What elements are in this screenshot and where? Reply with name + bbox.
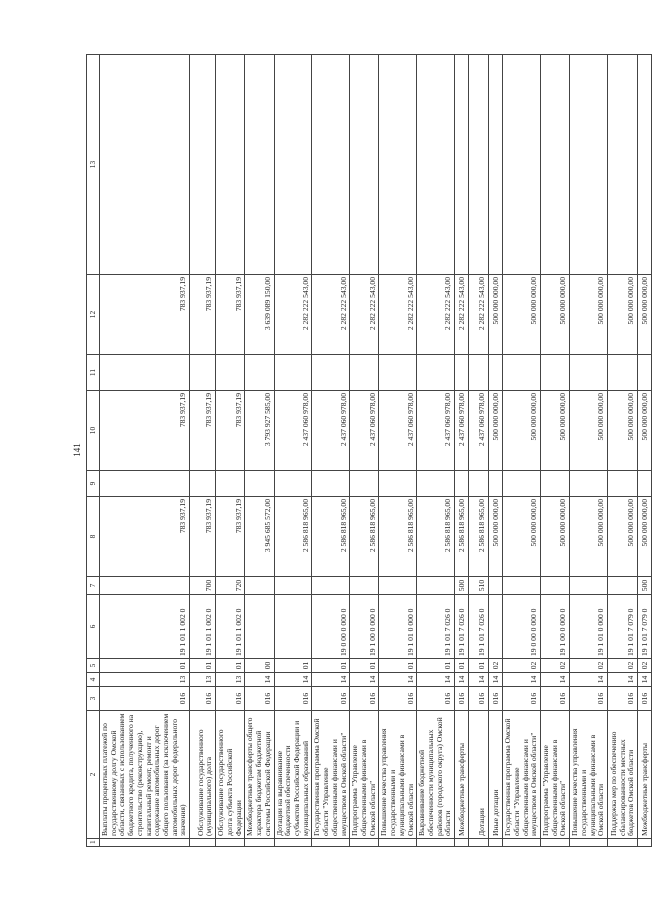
table-cell xyxy=(216,355,245,391)
table-cell: 500 000 000,00 xyxy=(541,391,570,471)
table-cell xyxy=(417,577,455,595)
table-cell xyxy=(274,577,312,595)
table-cell: 02 xyxy=(638,659,652,673)
column-header: 5 xyxy=(87,659,100,673)
table-row xyxy=(190,55,216,847)
table-cell xyxy=(503,577,541,595)
table-cell: 016 xyxy=(570,687,608,711)
table-cell: 19 1 00 0 000 0 xyxy=(541,595,570,659)
column-header: 3 xyxy=(87,687,100,711)
table-cell: 19 1 01 7 026 0 xyxy=(417,595,455,659)
table-cell xyxy=(608,55,638,275)
table-cell: 01 xyxy=(100,659,190,673)
table-row xyxy=(100,55,190,847)
table-cell: 500 000 000,00 xyxy=(638,275,652,355)
table-cell xyxy=(100,577,190,595)
table-cell xyxy=(245,577,274,595)
table-cell: 01 xyxy=(216,659,245,673)
table-cell: Обслуживание государственного (муниципального) долга xyxy=(190,711,216,839)
table-cell xyxy=(312,839,350,847)
table-cell: 02 xyxy=(608,659,638,673)
table-cell xyxy=(638,55,652,275)
table-cell xyxy=(489,355,503,391)
table-cell: 2 282 222 543,00 xyxy=(274,275,312,355)
table-cell: 2 586 818 965,00 xyxy=(417,497,455,577)
table-cell: 02 xyxy=(489,659,503,673)
table-cell: 016 xyxy=(312,687,350,711)
table-cell: 783 937,19 xyxy=(190,497,216,577)
table-row xyxy=(379,55,417,847)
table-cell: 500 000 000,00 xyxy=(608,497,638,577)
table-cell xyxy=(245,55,274,275)
table-cell xyxy=(541,839,570,847)
table-cell xyxy=(350,577,379,595)
table-cell xyxy=(608,355,638,391)
table-row xyxy=(312,55,350,847)
table-cell xyxy=(100,471,190,497)
table-cell: 13 xyxy=(190,673,216,687)
column-header: 6 xyxy=(87,595,100,659)
table-cell: 783 937,19 xyxy=(100,391,190,471)
table-cell: 19 1 00 0 000 0 xyxy=(350,595,379,659)
table-cell: Государственная программа Омской области "Управление общественными финансами и имуществом в Омской области" xyxy=(312,711,350,839)
table-cell xyxy=(541,355,570,391)
table-cell: 2 282 222 543,00 xyxy=(455,275,469,355)
table-cell xyxy=(274,355,312,391)
table-cell: Межбюджетные трансферты xyxy=(638,711,652,839)
table-cell: 016 xyxy=(379,687,417,711)
column-header: 2 xyxy=(87,711,100,839)
table-cell: 19 1 01 0 000 0 xyxy=(379,595,417,659)
table-cell xyxy=(379,839,417,847)
table-cell: 01 xyxy=(455,659,469,673)
table-cell: 783 937,19 xyxy=(190,275,216,355)
table-cell: Межбюджетные трансферты общего характера бюджетам бюджетной системы Российской Федерации xyxy=(245,711,274,839)
table-cell: 19 1 01 7 079 0 xyxy=(638,595,652,659)
table-row xyxy=(216,55,245,847)
table-cell: Повышение качества управления государственными и муниципальными финансами в Омской области xyxy=(379,711,417,839)
table-cell: 2 586 818 965,00 xyxy=(455,497,469,577)
table-cell: 2 586 818 965,00 xyxy=(312,497,350,577)
table-cell: 500 000 000,00 xyxy=(503,391,541,471)
table-cell xyxy=(455,55,469,275)
table-cell xyxy=(312,55,350,275)
table-cell xyxy=(274,839,312,847)
table-cell: 14 xyxy=(469,673,489,687)
table-cell: Повышение качества управления государственными и муниципальными финансами в Омской области xyxy=(570,711,608,839)
table-cell: 01 xyxy=(379,659,417,673)
table-cell: 500 000 000,00 xyxy=(570,391,608,471)
table-cell: 19 0 00 0 000 0 xyxy=(503,595,541,659)
table-cell: 01 xyxy=(190,659,216,673)
table-cell xyxy=(489,595,503,659)
table-cell: 510 xyxy=(469,577,489,595)
table-cell xyxy=(417,55,455,275)
table-cell: 016 xyxy=(489,687,503,711)
table-cell: 2 282 222 543,00 xyxy=(379,275,417,355)
table-cell xyxy=(570,355,608,391)
table-row xyxy=(455,55,469,847)
table-cell: 2 437 060 978,00 xyxy=(455,391,469,471)
column-header: 10 xyxy=(87,391,100,471)
table-row xyxy=(489,55,503,847)
table-cell xyxy=(417,839,455,847)
table-cell xyxy=(503,355,541,391)
table-cell xyxy=(541,577,570,595)
table-cell xyxy=(274,471,312,497)
table-row xyxy=(541,55,570,847)
table-cell: 14 xyxy=(274,673,312,687)
table-cell xyxy=(417,355,455,391)
table-cell: 016 xyxy=(608,687,638,711)
table-cell xyxy=(417,471,455,497)
table-cell xyxy=(469,355,489,391)
table-cell xyxy=(312,577,350,595)
table-cell: 14 xyxy=(455,673,469,687)
table-cell: 19 1 01 1 002 0 xyxy=(216,595,245,659)
table-cell: 14 xyxy=(350,673,379,687)
table-cell xyxy=(638,471,652,497)
table-cell: Обслуживание государственного долга субъекта Российской Федерации xyxy=(216,711,245,839)
table-cell xyxy=(570,55,608,275)
table-cell: 02 xyxy=(570,659,608,673)
table-cell: 3 945 685 572,00 xyxy=(245,497,274,577)
table-cell: 2 437 060 978,00 xyxy=(379,391,417,471)
table-cell: 02 xyxy=(541,659,570,673)
table-cell: 016 xyxy=(100,687,190,711)
table-cell xyxy=(245,355,274,391)
table-cell: 720 xyxy=(216,577,245,595)
table-cell xyxy=(379,55,417,275)
table-cell xyxy=(489,55,503,275)
table-cell xyxy=(216,471,245,497)
table-cell: 14 xyxy=(417,673,455,687)
table-cell: 2 437 060 978,00 xyxy=(417,391,455,471)
table-cell: 016 xyxy=(190,687,216,711)
table-cell: 500 000 000,00 xyxy=(541,497,570,577)
table-row xyxy=(638,55,652,847)
table-cell xyxy=(190,471,216,497)
table-cell: 500 000 000,00 xyxy=(489,391,503,471)
table-cell xyxy=(350,839,379,847)
table-cell xyxy=(100,355,190,391)
table-cell xyxy=(190,839,216,847)
table-cell: 19 1 01 7 079 0 xyxy=(608,595,638,659)
table-cell xyxy=(455,355,469,391)
table-cell: 2 586 818 965,00 xyxy=(350,497,379,577)
table-cell xyxy=(455,471,469,497)
table-cell: 016 xyxy=(541,687,570,711)
table-cell: 500 xyxy=(638,577,652,595)
table-cell: Выплаты процентных платежей по государственному долгу Омской области, связанных с использованием бюджетного кредита, полученного на строительство (реконструкцию), капитальный ремонт, ремонт и содержание автомобильных дорог общего пользования (за исключением автомобильных дорог федерального значения) xyxy=(100,711,190,839)
table-cell: 01 xyxy=(274,659,312,673)
table-cell xyxy=(216,55,245,275)
table-cell: 500 000 000,00 xyxy=(503,497,541,577)
table-cell xyxy=(489,471,503,497)
table-cell: 14 xyxy=(541,673,570,687)
table-row xyxy=(245,55,274,847)
table-cell: 00 xyxy=(245,659,274,673)
table-cell: 016 xyxy=(350,687,379,711)
table-cell: Поддержка мер по обеспечению сбалансированности местных бюджетов Омской области xyxy=(608,711,638,839)
table-cell: 783 937,19 xyxy=(216,497,245,577)
table-cell xyxy=(570,839,608,847)
table-cell: 14 xyxy=(245,673,274,687)
table-cell xyxy=(489,839,503,847)
table-cell: 19 1 01 1 002 0 xyxy=(100,595,190,659)
table-cell: 500 000 000,00 xyxy=(570,497,608,577)
table-cell: Дотации xyxy=(469,711,489,839)
table-cell xyxy=(541,55,570,275)
table-cell: Подпрограмма "Управление общественными финансами в Омской области" xyxy=(541,711,570,839)
table-cell xyxy=(469,55,489,275)
table-cell xyxy=(570,577,608,595)
table-cell xyxy=(608,839,638,847)
table-cell xyxy=(455,839,469,847)
table-cell: 500 000 000,00 xyxy=(608,275,638,355)
table-cell xyxy=(503,471,541,497)
table-cell: 3 639 089 150,00 xyxy=(245,275,274,355)
table-cell xyxy=(379,577,417,595)
header-row xyxy=(87,55,100,847)
table-row xyxy=(417,55,455,847)
table-cell: Межбюджетные трансферты xyxy=(455,711,469,839)
table-cell xyxy=(274,595,312,659)
table-cell xyxy=(190,55,216,275)
table-cell: 19 0 00 0 000 0 xyxy=(312,595,350,659)
table-row xyxy=(570,55,608,847)
column-header: 7 xyxy=(87,577,100,595)
table-cell: 13 xyxy=(216,673,245,687)
column-header: 4 xyxy=(87,673,100,687)
table-cell xyxy=(350,55,379,275)
table-cell: 783 937,19 xyxy=(190,391,216,471)
table-cell xyxy=(503,55,541,275)
table-cell xyxy=(100,839,190,847)
table-cell: 500 000 000,00 xyxy=(489,275,503,355)
table-cell: 783 937,19 xyxy=(100,497,190,577)
table-cell: 14 xyxy=(489,673,503,687)
table-cell: Подпрограмма "Управление общественными финансами в Омской области" xyxy=(350,711,379,839)
table-cell xyxy=(469,471,489,497)
table-cell xyxy=(245,839,274,847)
table-cell: 2 586 818 965,00 xyxy=(274,497,312,577)
table-cell: 500 xyxy=(455,577,469,595)
table-cell xyxy=(245,595,274,659)
table-cell: 2 586 818 965,00 xyxy=(379,497,417,577)
table-cell xyxy=(350,355,379,391)
table-cell: 500 000 000,00 xyxy=(541,275,570,355)
table-cell xyxy=(489,577,503,595)
table-cell: 500 000 000,00 xyxy=(608,391,638,471)
table-cell: 2 437 060 978,00 xyxy=(350,391,379,471)
table-cell xyxy=(379,355,417,391)
table-cell xyxy=(638,355,652,391)
table-cell xyxy=(541,471,570,497)
table-cell: 016 xyxy=(245,687,274,711)
column-header: 1 xyxy=(87,839,100,847)
table-cell: 500 000 000,00 xyxy=(638,497,652,577)
table-cell: 19 1 01 1 002 0 xyxy=(190,595,216,659)
table-cell: 14 xyxy=(379,673,417,687)
table-cell: 016 xyxy=(274,687,312,711)
column-header: 9 xyxy=(87,471,100,497)
table-cell: 783 937,19 xyxy=(216,391,245,471)
column-header: 12 xyxy=(87,275,100,355)
table-cell: 2 437 060 978,00 xyxy=(469,391,489,471)
table-row xyxy=(350,55,379,847)
table-cell: 01 xyxy=(417,659,455,673)
table-cell: 14 xyxy=(570,673,608,687)
column-header: 8 xyxy=(87,497,100,577)
table-row xyxy=(503,55,541,847)
table-cell xyxy=(608,471,638,497)
table-cell: 016 xyxy=(417,687,455,711)
table-cell: Государственная программа Омской области "Управление общественными финансами и имуществом в Омской области" xyxy=(503,711,541,839)
table-row xyxy=(469,55,489,847)
table-cell xyxy=(100,55,190,275)
table-cell: 01 xyxy=(469,659,489,673)
table-cell: 500 000 000,00 xyxy=(489,497,503,577)
table-cell: 14 xyxy=(503,673,541,687)
table-cell: 700 xyxy=(190,577,216,595)
table-cell: 2 282 222 543,00 xyxy=(350,275,379,355)
table-cell: 016 xyxy=(503,687,541,711)
table-cell: 500 000 000,00 xyxy=(570,275,608,355)
table-cell xyxy=(608,577,638,595)
table-cell: Дотации на выравнивание бюджетной обеспеченности субъектов Российской Федерации и муниципальных образований xyxy=(274,711,312,839)
budget-table xyxy=(86,54,652,847)
table-cell xyxy=(570,471,608,497)
table-row xyxy=(274,55,312,847)
table-cell: 19 1 01 7 026 0 xyxy=(469,595,489,659)
table-cell: 19 1 01 0 000 0 xyxy=(570,595,608,659)
table-cell xyxy=(274,55,312,275)
table-cell xyxy=(638,839,652,847)
table-cell: 016 xyxy=(469,687,489,711)
table-row xyxy=(608,55,638,847)
table-cell: 500 000 000,00 xyxy=(638,391,652,471)
table-cell xyxy=(216,839,245,847)
table-cell xyxy=(245,471,274,497)
table-cell xyxy=(190,355,216,391)
table-cell: 14 xyxy=(608,673,638,687)
table-cell: 02 xyxy=(503,659,541,673)
table-cell: 01 xyxy=(350,659,379,673)
table-cell xyxy=(379,471,417,497)
table-cell: 01 xyxy=(312,659,350,673)
table-cell xyxy=(503,839,541,847)
column-header: 13 xyxy=(87,55,100,275)
table-body xyxy=(100,55,652,847)
table-cell: 2 282 222 543,00 xyxy=(417,275,455,355)
table-cell: Выравнивание бюджетной обеспеченности муниципальных районов (городского округа) Омской области xyxy=(417,711,455,839)
table-cell: 2 282 222 543,00 xyxy=(312,275,350,355)
table-cell: 2 282 222 543,00 xyxy=(469,275,489,355)
table-cell: 2 437 060 978,00 xyxy=(312,391,350,471)
table-cell: 14 xyxy=(312,673,350,687)
table-cell: 500 000 000,00 xyxy=(503,275,541,355)
table-cell: 19 1 01 7 026 0 xyxy=(455,595,469,659)
table-cell xyxy=(312,355,350,391)
table-cell: 3 793 927 585,00 xyxy=(245,391,274,471)
table-cell: Иные дотации xyxy=(489,711,503,839)
table-cell: 13 xyxy=(100,673,190,687)
table-cell xyxy=(350,471,379,497)
table-cell xyxy=(469,839,489,847)
column-header: 11 xyxy=(87,355,100,391)
table-cell: 016 xyxy=(216,687,245,711)
table-cell: 783 937,19 xyxy=(216,275,245,355)
table-cell: 783 937,19 xyxy=(100,275,190,355)
table-cell: 2 586 818 965,00 xyxy=(469,497,489,577)
table-cell: 016 xyxy=(455,687,469,711)
page-number: 141 xyxy=(72,443,82,457)
table-cell: 016 xyxy=(638,687,652,711)
table-cell: 2 437 060 978,00 xyxy=(274,391,312,471)
table-cell: 14 xyxy=(638,673,652,687)
table-cell xyxy=(312,471,350,497)
